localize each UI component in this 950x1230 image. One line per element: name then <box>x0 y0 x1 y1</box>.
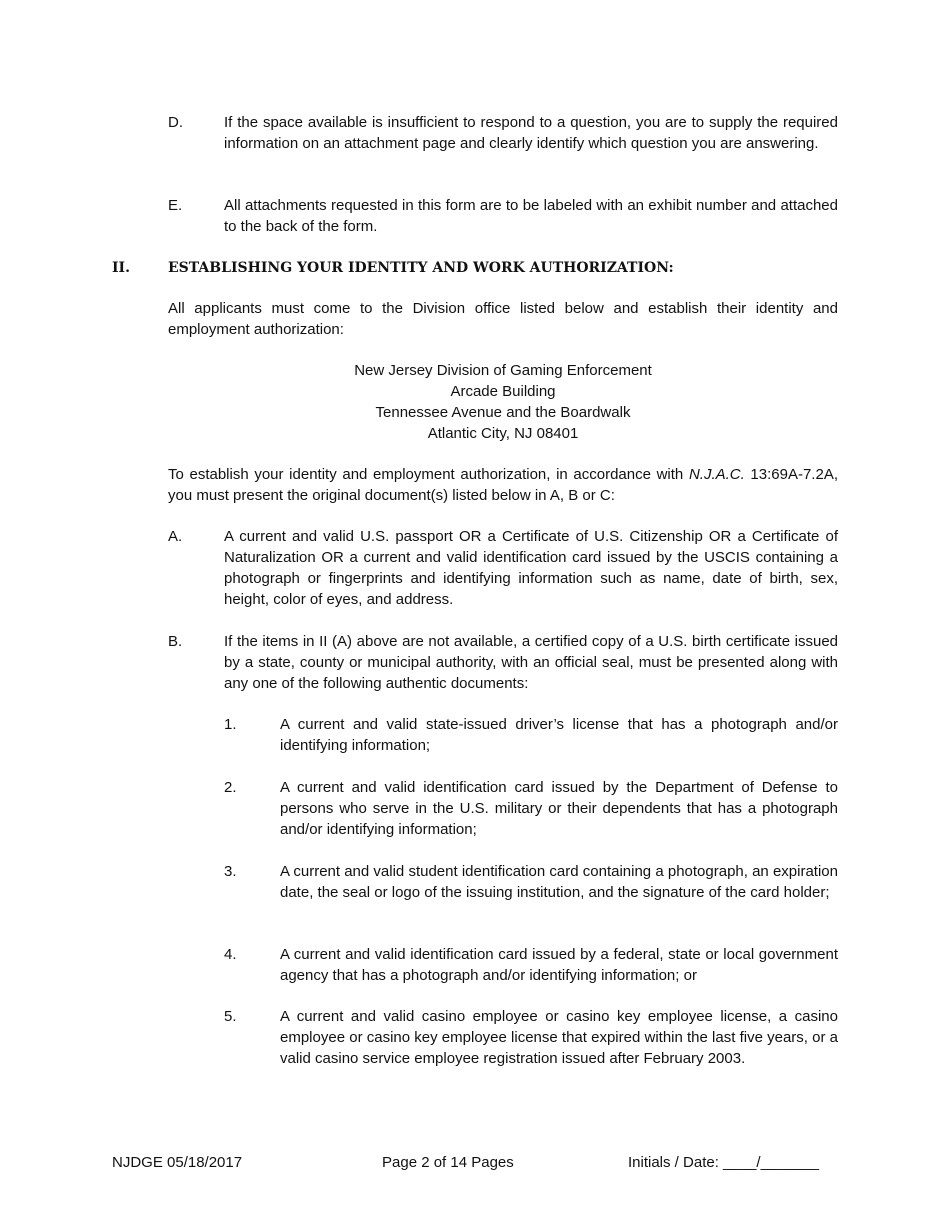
regulation-citation: N.J.A.C. <box>688 466 745 483</box>
address-line: New Jersey Division of Gaming Enforcement <box>354 362 652 379</box>
section-heading <box>112 258 838 278</box>
footer-initials-date: Initials / Date: ____/_______ <box>628 1154 819 1171</box>
sub-item-label: 5. <box>224 1008 237 1025</box>
item-text: If the space available is insufficient to respond to a question, you are to supply the required information on an attachment page and clearly identify which question you are answering. <box>224 114 838 152</box>
sub-item-label: 3. <box>224 863 237 880</box>
document-option-b <box>168 631 838 694</box>
sub-item-label: 2. <box>224 779 237 796</box>
sub-item-label: 1. <box>224 716 237 733</box>
item-text: A current and valid U.S. passport OR a Certificate of U.S. Citizenship OR a Certificate of Naturalization OR a current and valid identification card issued by the USCIS containing a photograph or fingerprints and identifying information such as name, date of birth, sex, height, color of eyes, and address. <box>224 528 838 608</box>
item-label: A. <box>168 528 183 545</box>
sub-item-text: A current and valid state-issued driver’s license that has a photograph and/or identifying information; <box>280 716 838 754</box>
address-line: Tennessee Avenue and the Boardwalk <box>375 404 631 421</box>
authentic-document-5 <box>224 1006 838 1069</box>
establish-text-before: To establish your identity and employment authorization, in accordance with <box>168 466 689 483</box>
footer-form-id: NJDGE 05/18/2017 <box>112 1154 243 1171</box>
address-line: Atlantic City, NJ 08401 <box>427 425 579 442</box>
section-intro: All applicants must come to the Division office listed below and establish their identity and employment authorization: <box>168 300 838 338</box>
item-text: If the items in II (A) above are not available, a certified copy of a U.S. birth certificate issued by a state, county or municipal authority, with an official seal, must be presented along with any one of the following authentic documents: <box>224 633 838 692</box>
instruction-item-e <box>168 195 838 237</box>
address-line: Arcade Building <box>450 383 556 400</box>
item-label: E. <box>168 197 183 214</box>
division-address <box>168 360 838 444</box>
sub-item-text: A current and valid student identification card containing a photograph, an expiration date, the seal or logo of the issuing institution, and the signature of the card holder; <box>280 863 838 901</box>
sub-item-text: A current and valid identification card issued by the Department of Defense to persons who serve in the U.S. military or their dependents that has a photograph and/or identifying information; <box>280 779 838 838</box>
footer-page-number: Page 2 of 14 Pages <box>382 1154 514 1171</box>
item-label: D. <box>168 114 183 131</box>
sub-item-text: A current and valid identification card issued by a federal, state or local government agency that has a photograph and/or identifying information; or <box>280 946 838 984</box>
sub-item-text: A current and valid casino employee or casino key employee license, a casino employee or casino key employee license that expired within the last five years, or a valid casino service employee registration issued after February 2003. <box>280 1008 838 1067</box>
establish-text-after: 13:69A-7.2A, you must present the original document(s) listed below in A, B or C: <box>168 466 838 504</box>
establish-paragraph <box>168 464 838 506</box>
section-number: II. <box>112 260 130 276</box>
item-text: All attachments requested in this form are to be labeled with an exhibit number and attached to the back of the form. <box>224 197 838 235</box>
authentic-document-1 <box>224 714 838 756</box>
document-option-a <box>168 526 838 610</box>
section-title: ESTABLISHING YOUR IDENTITY AND WORK AUTHORIZATION: <box>168 260 674 276</box>
authentic-document-4 <box>224 944 838 986</box>
sub-item-label: 4. <box>224 946 237 963</box>
item-label: B. <box>168 633 183 650</box>
instruction-item-d <box>168 112 838 154</box>
authentic-document-3 <box>224 861 838 903</box>
authentic-document-2 <box>224 777 838 840</box>
